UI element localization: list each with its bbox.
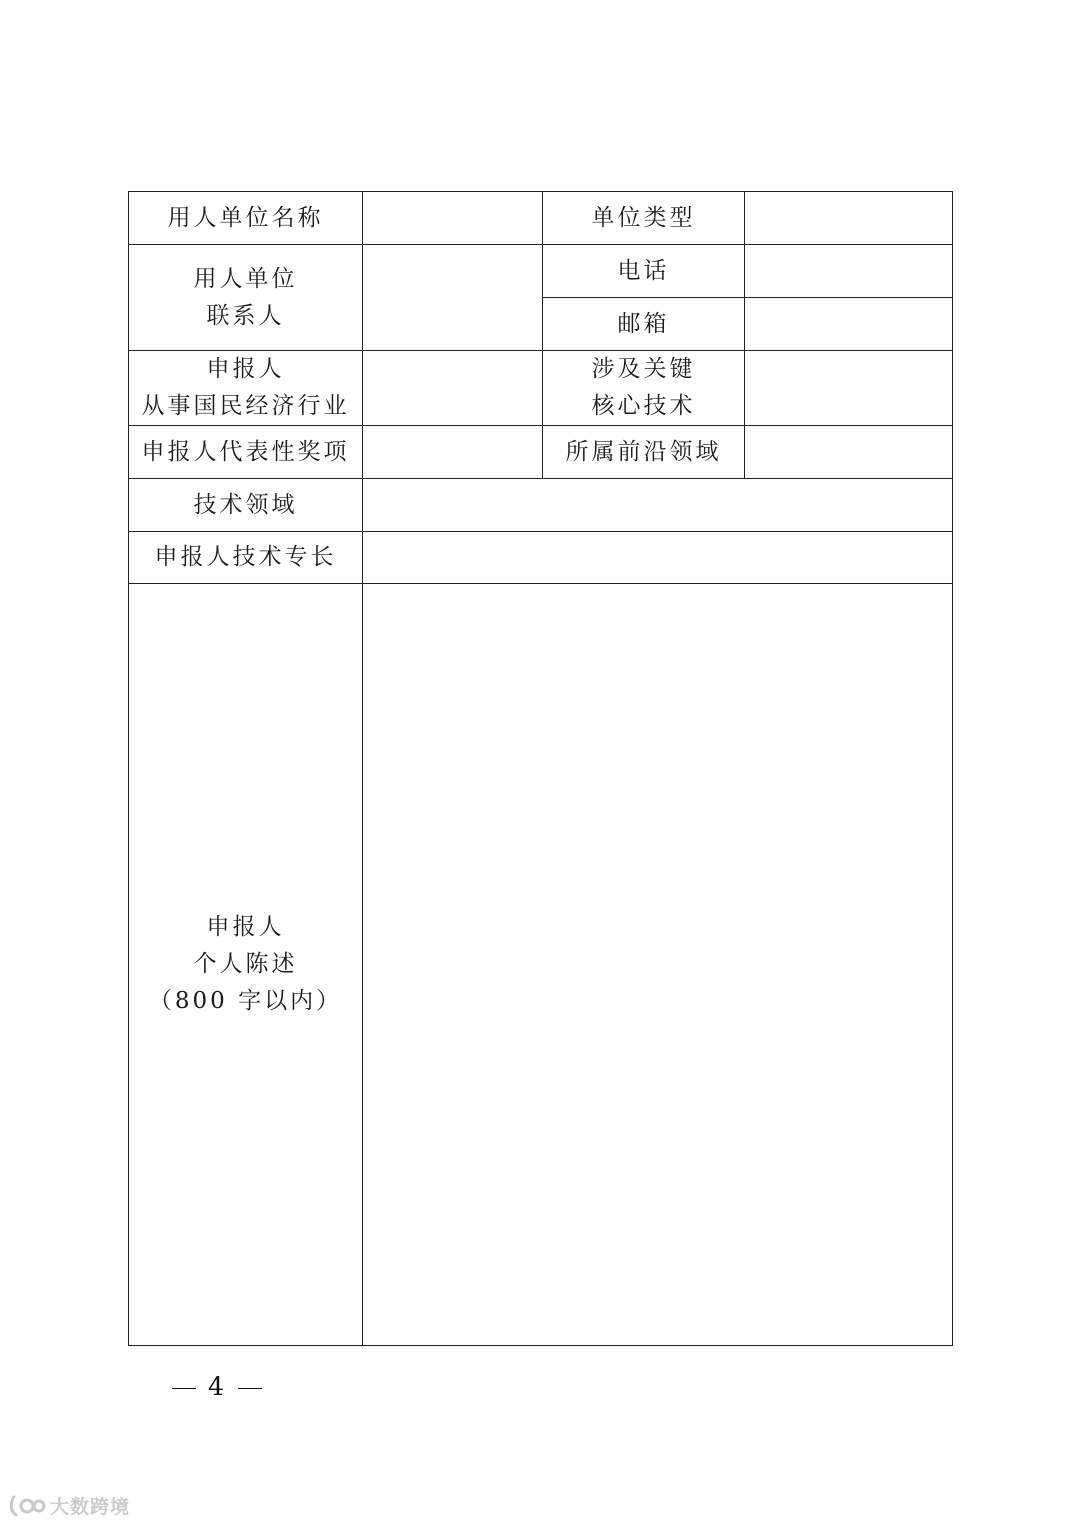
page-number-dash-left <box>172 1388 196 1390</box>
statement-label: 申报人 个人陈述 （800 字以内） <box>129 584 363 1346</box>
row-tech-field <box>129 479 953 532</box>
employer-type-label: 单位类型 <box>543 192 745 245</box>
row-industry <box>129 351 953 426</box>
industry-label: 申报人 从事国民经济行业 <box>129 351 363 426</box>
row-awards <box>129 426 953 479</box>
phone-field[interactable] <box>745 245 953 298</box>
email-label: 邮箱 <box>543 298 745 351</box>
row-contact-phone <box>129 245 953 298</box>
employer-type-field[interactable] <box>745 192 953 245</box>
page-number <box>160 1372 274 1401</box>
page-number-value: 4 <box>208 1372 226 1401</box>
employer-name-field[interactable] <box>363 192 543 245</box>
industry-field[interactable] <box>363 351 543 426</box>
row-expertise <box>129 532 953 584</box>
contact-label: 用人单位 联系人 <box>129 245 363 351</box>
page-number-dash-right <box>238 1388 262 1390</box>
awards-field[interactable] <box>363 426 543 479</box>
employer-name-label: 用人单位名称 <box>129 192 363 245</box>
email-field[interactable] <box>745 298 953 351</box>
tech-field-label: 技术领域 <box>129 479 363 532</box>
row-statement <box>129 584 953 1346</box>
application-form-table <box>128 191 953 1346</box>
awards-label: 申报人代表性奖项 <box>129 426 363 479</box>
watermark <box>10 1492 130 1519</box>
expertise-field[interactable] <box>363 532 953 584</box>
expertise-label: 申报人技术专长 <box>129 532 363 584</box>
brand-logo-icon <box>10 1493 46 1519</box>
watermark-text: 大数跨境 <box>50 1496 131 1518</box>
contact-field[interactable] <box>363 245 543 351</box>
frontier-field[interactable] <box>745 426 953 479</box>
statement-field[interactable] <box>363 584 953 1346</box>
frontier-label: 所属前沿领域 <box>543 426 745 479</box>
core-tech-field[interactable] <box>745 351 953 426</box>
phone-label: 电话 <box>543 245 745 298</box>
row-employer-name <box>129 192 953 245</box>
tech-field-field[interactable] <box>363 479 953 532</box>
core-tech-label: 涉及关键 核心技术 <box>543 351 745 426</box>
